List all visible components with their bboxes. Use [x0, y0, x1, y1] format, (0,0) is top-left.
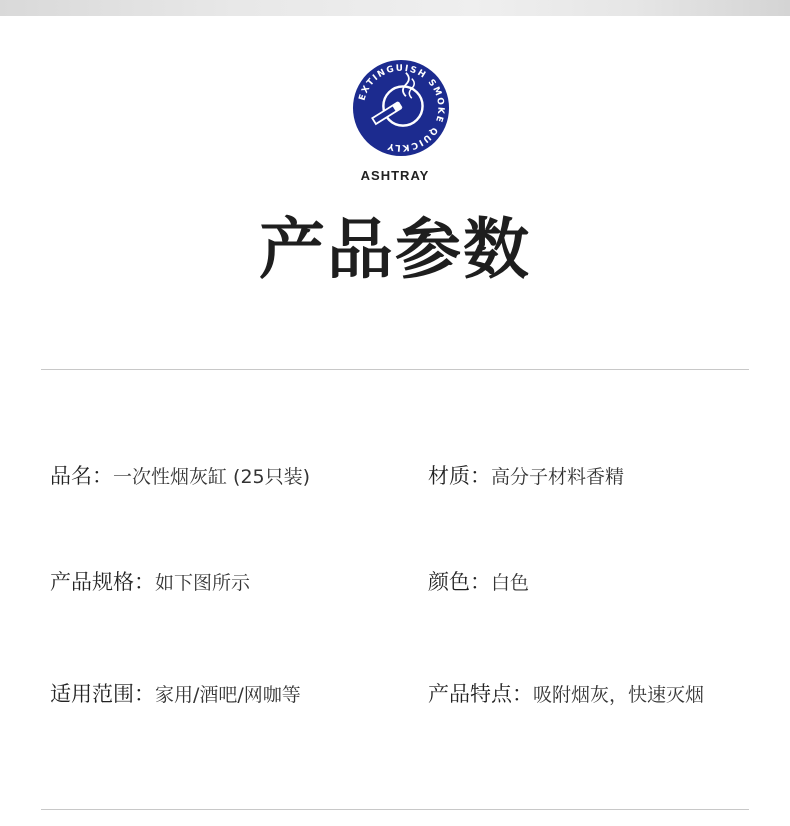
- param-label: 产品规格：: [50, 570, 155, 594]
- param-value: 高分子材料香精: [491, 466, 625, 488]
- divider-bottom: [41, 809, 749, 810]
- param-item-name: [50, 461, 428, 492]
- param-value: 白色: [491, 572, 530, 594]
- param-row: [50, 567, 750, 598]
- svg-text:EXTINGUISH SMOKE QUICKLY: EXTINGUISH SMOKE QUICKLY: [357, 63, 446, 153]
- param-item-spec: [50, 567, 428, 598]
- page-title: 产品参数: [259, 211, 531, 288]
- param-row: [50, 679, 750, 710]
- param-value: 如下图所示: [155, 572, 251, 594]
- param-label: 品名：: [50, 464, 113, 488]
- param-item-feature: [428, 679, 704, 710]
- param-item-scope: [50, 679, 428, 710]
- param-item-color: [428, 567, 529, 598]
- param-label: 产品特点：: [428, 682, 533, 706]
- brand-name: ASHTRAY: [360, 168, 430, 183]
- param-value: 吸附烟灰，快速灭烟: [533, 684, 705, 706]
- ashtray-logo: [352, 59, 450, 157]
- param-label: 适用范围：: [50, 682, 155, 706]
- param-value: 一次性烟灰缸 (25只装): [113, 466, 311, 488]
- divider-top: [41, 369, 749, 370]
- param-label: 颜色：: [428, 570, 491, 594]
- param-row: [50, 461, 750, 492]
- param-value: 家用/酒吧/网咖等: [155, 684, 301, 706]
- top-band: [0, 0, 790, 16]
- param-item-material: [428, 461, 624, 492]
- param-label: 材质：: [428, 464, 491, 488]
